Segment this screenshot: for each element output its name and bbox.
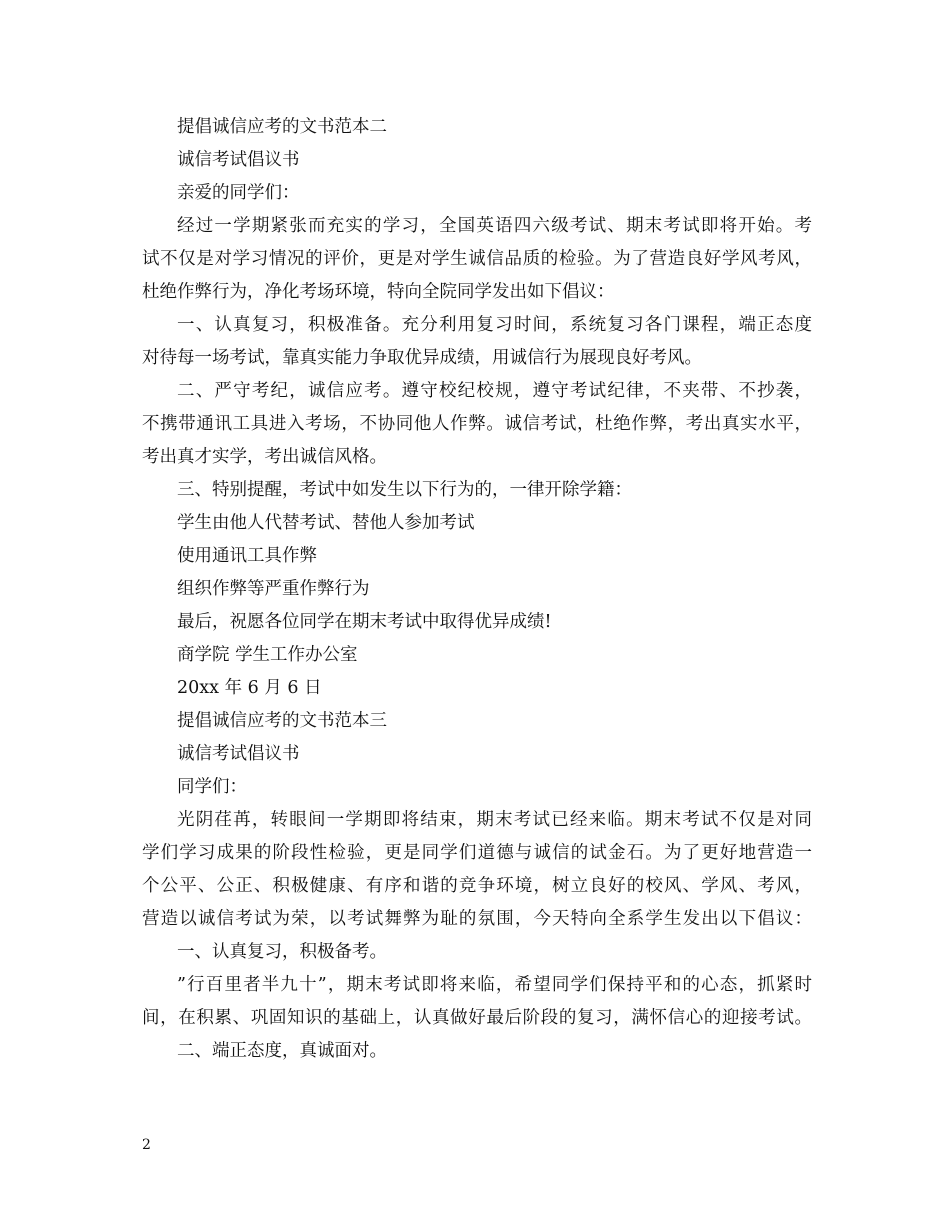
paragraph-line: 二、严守考纪，诚信应考。遵守校纪校规，遵守考试纪律，不夹带、不抄袭，: [177, 381, 812, 401]
paragraph-line: 个公平、公正、积极健康、有序和谐的竞争环境，树立良好的校风、学风、考风，: [142, 876, 812, 896]
closing-line: 最后，祝愿各位同学在期末考试中取得优异成绩!: [177, 612, 552, 632]
document-body: [142, 111, 812, 1068]
paragraph-line: 三、特别提醒，考试中如发生以下行为的，一律开除学籍：: [177, 480, 632, 500]
paragraph-line: 经过一学期紧张而充实的学习，全国英语四六级考试、期末考试即将开始。考: [177, 216, 812, 236]
paragraph-line: 一、认真复习，积极准备。充分利用复习时间，系统复习各门课程，端正态度: [177, 315, 812, 335]
paragraph-line: 不携带通讯工具进入考场，不协同他人作弊。诚信考试，杜绝作弊，考出真实水平，: [142, 414, 812, 434]
paragraph-line: 光阴荏苒，转眼间一学期即将结束，期末考试已经来临。期末考试不仅是对同: [177, 810, 812, 830]
paragraph-line: 营造以诚信考试为荣，以考试舞弊为耻的氛围，今天特向全系学生发出以下倡议：: [142, 909, 812, 929]
list-item: 组织作弊等严重作弊行为: [177, 579, 370, 599]
section-heading-sample-three: 提倡诚信应考的文书范本三: [177, 711, 387, 731]
subheading: 一、认真复习，积极备考。: [177, 942, 387, 962]
paragraph-line: 对待每一场考试，靠真实能力争取优异成绩，用诚信行为展现良好考风。: [142, 348, 702, 368]
letter-title: 诚信考试倡议书: [177, 150, 300, 170]
list-item: 学生由他人代替考试、替他人参加考试: [177, 513, 475, 533]
subheading: 二、端正态度，真诚面对。: [177, 1041, 387, 1061]
signature-date: 20xx 年 6 月 6 日: [177, 678, 322, 698]
salutation: 亲爱的同学们：: [177, 183, 300, 203]
section-heading-sample-two: 提倡诚信应考的文书范本二: [177, 117, 387, 137]
paragraph-line: 试不仅是对学习情况的评价，更是对学生诚信品质的检验。为了营造良好学风考风，: [142, 249, 812, 269]
paragraph-line: 考出真才实学，考出诚信风格。: [142, 447, 387, 467]
list-item: 使用通讯工具作弊: [177, 546, 317, 566]
paragraph-line: 学们学习成果的阶段性检验，更是同学们道德与诚信的试金石。为了更好地营造一: [142, 843, 812, 863]
paragraph-line: 间，在积累、巩固知识的基础上，认真做好最后阶段的复习，满怀信心的迎接考试。: [142, 1008, 812, 1028]
salutation: 同学们：: [177, 777, 247, 797]
signature-office: 商学院 学生工作办公室: [177, 645, 358, 665]
page-number: 2: [142, 1137, 151, 1153]
paragraph-line: 杜绝作弊行为，净化考场环境，特向全院同学发出如下倡议：: [142, 282, 615, 302]
paragraph-line: ”行百里者半九十”，期末考试即将来临，希望同学们保持平和的心态，抓紧时: [177, 975, 812, 995]
letter-title: 诚信考试倡议书: [177, 744, 300, 764]
